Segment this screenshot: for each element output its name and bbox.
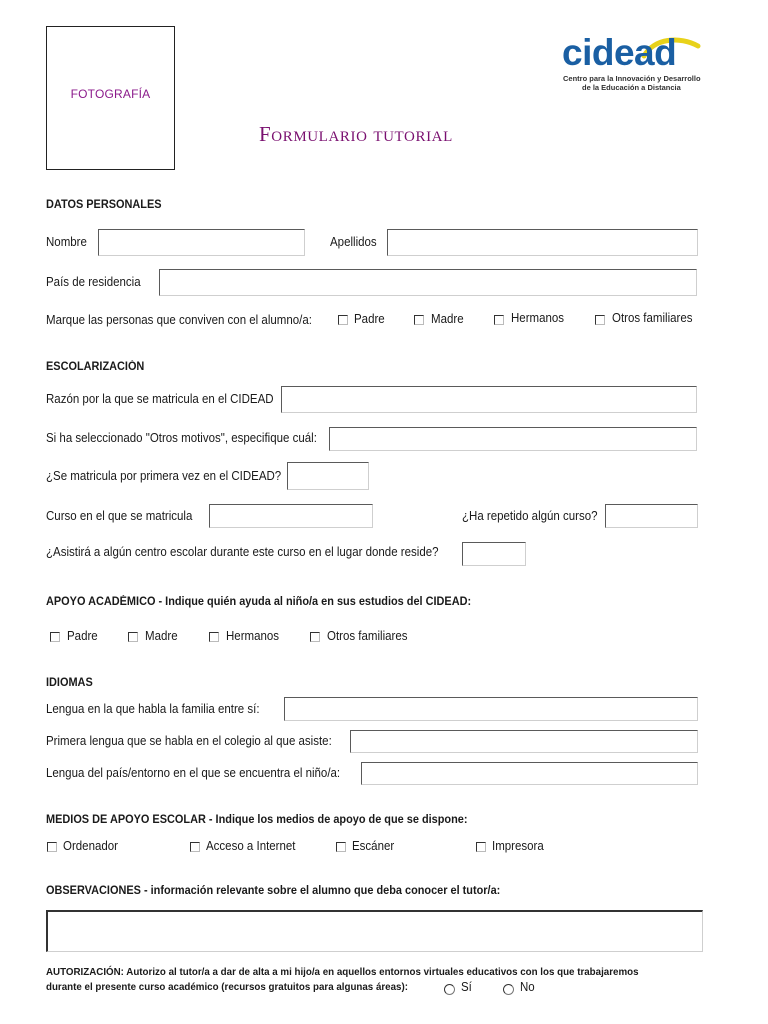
medios-internet-label: Acceso a Internet	[206, 839, 296, 853]
section-heading-apoyo-academico: APOYO ACADÉMICO - Indique quién ayuda al niño/a en sus estudios del CIDEAD:	[46, 596, 472, 608]
medios-internet-checkbox[interactable]	[190, 842, 200, 852]
primera-vez-label: ¿Se matricula por primera vez en el CIDEAD?	[46, 469, 282, 483]
logo-wordmark: cidead	[562, 32, 677, 73]
section-heading-medios-apoyo: MEDIOS DE APOYO ESCOLAR - Indique los medios de apoyo de que se dispone:	[46, 814, 468, 826]
logo-tagline-1: Centro para la Innovación y Desarrollo	[563, 74, 701, 83]
conviven-madre-checkbox[interactable]	[414, 315, 424, 325]
centro-escolar-label: ¿Asistirá a algún centro escolar durante este curso en el lugar donde reside?	[46, 545, 439, 559]
razon-label: Razón por la que se matricula en el CIDEAD	[46, 392, 274, 406]
autorizacion-si-label: Sí	[461, 980, 472, 994]
photo-label: FOTOGRAFÍA	[70, 87, 151, 101]
conviven-hermanos-checkbox[interactable]	[494, 315, 504, 325]
section-heading-escolarizacion: ESCOLARIZACIÓN	[46, 361, 145, 373]
conviven-otros-checkbox[interactable]	[595, 315, 605, 325]
primera-vez-field[interactable]	[287, 462, 369, 490]
apoyo-madre-label: Madre	[145, 629, 178, 643]
section-heading-observaciones: OBSERVACIONES - información relevante sobre el alumno que deba conocer el tutor/a:	[46, 885, 501, 897]
apoyo-padre-label: Padre	[67, 629, 98, 643]
medios-escaner-checkbox[interactable]	[336, 842, 346, 852]
medios-ordenador-checkbox[interactable]	[47, 842, 57, 852]
lengua-entorno-label: Lengua del país/entorno en el que se encuentra el niño/a:	[46, 766, 341, 780]
apoyo-hermanos-checkbox[interactable]	[209, 632, 219, 642]
curso-label: Curso en el que se matricula	[46, 509, 193, 523]
apoyo-otros-checkbox[interactable]	[310, 632, 320, 642]
conviven-otros-label: Otros familiares	[612, 311, 693, 325]
pais-field[interactable]	[159, 269, 697, 296]
apoyo-padre-checkbox[interactable]	[50, 632, 60, 642]
otros-motivos-label: Si ha seleccionado "Otros motivos", especifique cuál:	[46, 431, 317, 445]
apoyo-hermanos-label: Hermanos	[226, 629, 280, 643]
lengua-colegio-field[interactable]	[350, 730, 698, 753]
autorizacion-text-line-1: AUTORIZACIÓN: Autorizo al tutor/a a dar de alta a mi hijo/a en aquellos entornos virtuales educativos con los que trabajaremos	[46, 966, 639, 978]
conviven-hermanos-label: Hermanos	[511, 311, 565, 325]
conviven-madre-label: Madre	[431, 312, 464, 326]
section-heading-datos-personales: DATOS PERSONALES	[46, 199, 162, 211]
apoyo-otros-label: Otros familiares	[327, 629, 408, 643]
otros-motivos-field[interactable]	[329, 427, 697, 451]
conviven-padre-checkbox[interactable]	[338, 315, 348, 325]
conviven-padre-label: Padre	[354, 312, 385, 326]
medios-impresora-checkbox[interactable]	[476, 842, 486, 852]
curso-field[interactable]	[209, 504, 373, 528]
razon-field[interactable]	[281, 386, 697, 413]
logo-tagline-2: de la Educación a Distancia	[582, 83, 681, 92]
page-title: Formulario tutorial	[259, 122, 453, 146]
autorizacion-si-radio[interactable]	[444, 984, 455, 995]
apellidos-label: Apellidos	[330, 235, 377, 249]
autorizacion-no-radio[interactable]	[503, 984, 514, 995]
apoyo-madre-checkbox[interactable]	[128, 632, 138, 642]
repetido-label: ¿Ha repetido algún curso?	[462, 509, 598, 523]
conviven-label: Marque las personas que conviven con el alumno/a:	[46, 313, 312, 327]
lengua-familia-field[interactable]	[284, 697, 698, 721]
centro-escolar-field[interactable]	[462, 542, 526, 566]
apellidos-field[interactable]	[387, 229, 698, 256]
autorizacion-no-label: No	[520, 980, 535, 994]
medios-ordenador-label: Ordenador	[63, 839, 118, 853]
lengua-familia-label: Lengua en la que habla la familia entre sí:	[46, 702, 260, 716]
medios-impresora-label: Impresora	[492, 839, 544, 853]
nombre-label: Nombre	[46, 235, 87, 249]
medios-escaner-label: Escáner	[352, 839, 395, 853]
repetido-field[interactable]	[605, 504, 698, 528]
section-heading-idiomas: IDIOMAS	[46, 677, 93, 689]
lengua-entorno-field[interactable]	[361, 762, 698, 785]
autorizacion-text-line-2: durante el presente curso académico (recursos gratuitos para algunas áreas):	[46, 981, 408, 993]
photo-placeholder	[46, 26, 175, 170]
nombre-field[interactable]	[98, 229, 305, 256]
lengua-colegio-label: Primera lengua que se habla en el colegio al que asiste:	[46, 734, 332, 748]
observaciones-textarea[interactable]	[46, 910, 703, 952]
pais-label: País de residencia	[46, 275, 141, 289]
